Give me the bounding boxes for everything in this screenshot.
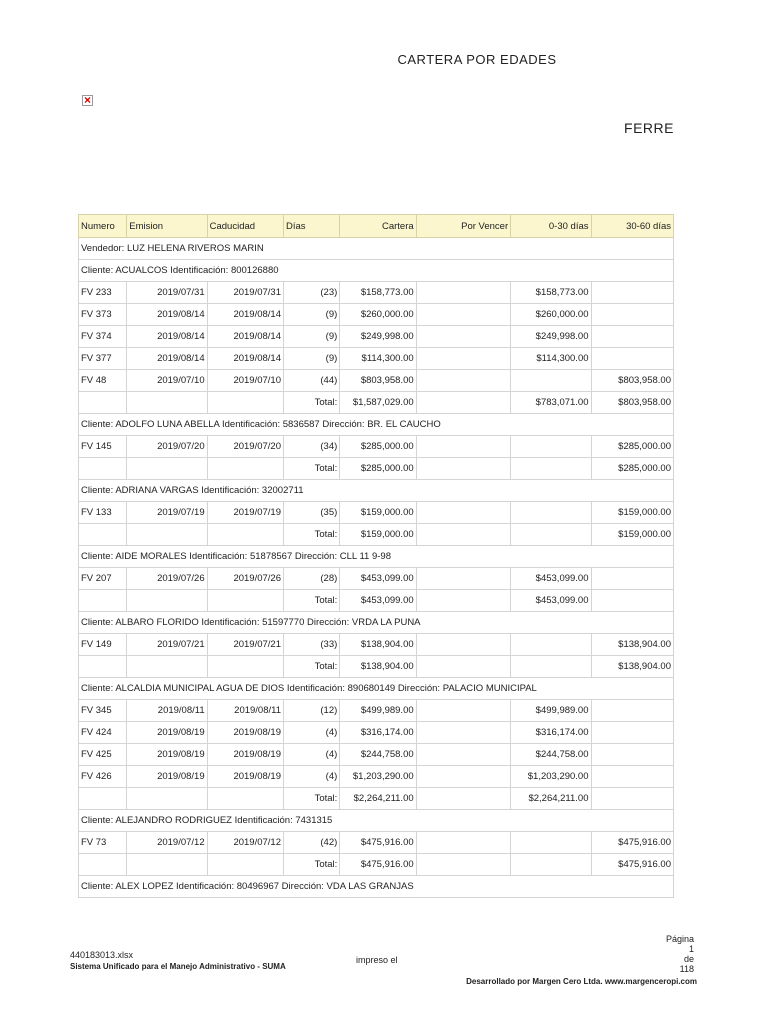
invoice-dias-cell: (9)	[284, 326, 340, 348]
empty-cell	[79, 854, 127, 876]
col-header-cartera: Cartera	[340, 215, 416, 238]
empty-cell	[127, 656, 207, 678]
client-header-row	[79, 810, 674, 832]
invoice-d0-30-cell	[511, 436, 591, 458]
invoice-d30-60-cell	[591, 766, 673, 788]
client-header: Cliente: ALCALDIA MUNICIPAL AGUA DE DIOS Identificación: 890680149 Dirección: PALACIO MUNICIPAL	[79, 678, 674, 700]
invoice-d30-60-cell	[591, 282, 673, 304]
invoice-emision-cell: 2019/07/26	[127, 568, 207, 590]
invoice-d30-60-cell: $159,000.00	[591, 502, 673, 524]
invoice-por-vencer-cell	[416, 502, 510, 524]
empty-cell	[127, 524, 207, 546]
invoice-emision-cell: 2019/08/19	[127, 766, 207, 788]
invoice-cartera-cell: $499,989.00	[340, 700, 416, 722]
empty-cell	[127, 458, 207, 480]
invoice-cartera-cell: $803,958.00	[340, 370, 416, 392]
total-d30-60-cell	[591, 590, 673, 612]
page-total: 118	[679, 964, 694, 974]
empty-cell	[207, 656, 283, 678]
invoice-emision-cell: 2019/07/20	[127, 436, 207, 458]
invoice-d0-30-cell: $260,000.00	[511, 304, 591, 326]
invoice-por-vencer-cell	[416, 348, 510, 370]
invoice-cartera-cell: $260,000.00	[340, 304, 416, 326]
empty-cell	[79, 392, 127, 414]
invoice-dias-cell: (4)	[284, 766, 340, 788]
footer-system-name: Sistema Unificado para el Manejo Administrativo - SUMA	[70, 962, 286, 971]
empty-cell	[79, 524, 127, 546]
empty-cell	[127, 854, 207, 876]
total-por-vencer-cell	[416, 788, 510, 810]
client-total-row	[79, 392, 674, 414]
invoice-d0-30-cell	[511, 634, 591, 656]
invoice-dias-cell: (28)	[284, 568, 340, 590]
col-header-caducidad: Caducidad	[207, 215, 283, 238]
invoice-numero-cell: FV 149	[79, 634, 127, 656]
invoice-d0-30-cell: $244,758.00	[511, 744, 591, 766]
footer-printed-label: impreso el	[356, 955, 398, 965]
invoice-caducidad-cell: 2019/07/20	[207, 436, 283, 458]
client-total-row	[79, 854, 674, 876]
total-d0-30-cell	[511, 458, 591, 480]
empty-cell	[207, 854, 283, 876]
client-header: Cliente: ACUALCOS Identificación: 800126880	[79, 260, 674, 282]
total-d0-30-cell	[511, 656, 591, 678]
invoice-emision-cell: 2019/08/11	[127, 700, 207, 722]
invoice-emision-cell: 2019/08/19	[127, 722, 207, 744]
invoice-emision-cell: 2019/07/19	[127, 502, 207, 524]
empty-cell	[207, 788, 283, 810]
total-d0-30-cell	[511, 854, 591, 876]
invoice-d30-60-cell: $138,904.00	[591, 634, 673, 656]
client-header: Cliente: ALEJANDRO RODRIGUEZ Identificación: 7431315	[79, 810, 674, 832]
invoice-d0-30-cell	[511, 832, 591, 854]
invoice-caducidad-cell: 2019/08/11	[207, 700, 283, 722]
empty-cell	[207, 458, 283, 480]
invoice-por-vencer-cell	[416, 326, 510, 348]
total-d30-60-cell: $285,000.00	[591, 458, 673, 480]
invoice-numero-cell: FV 133	[79, 502, 127, 524]
invoice-d0-30-cell: $249,998.00	[511, 326, 591, 348]
col-header-emision: Emision	[127, 215, 207, 238]
invoice-emision-cell: 2019/08/14	[127, 348, 207, 370]
invoice-dias-cell: (4)	[284, 744, 340, 766]
invoice-row	[79, 722, 674, 744]
invoice-cartera-cell: $159,000.00	[340, 502, 416, 524]
total-label: Total:	[284, 458, 340, 480]
invoice-row	[79, 700, 674, 722]
invoice-dias-cell: (33)	[284, 634, 340, 656]
total-cartera-cell: $159,000.00	[340, 524, 416, 546]
invoice-d30-60-cell	[591, 568, 673, 590]
invoice-d30-60-cell: $475,916.00	[591, 832, 673, 854]
col-header-numero: Numero	[79, 215, 127, 238]
invoice-cartera-cell: $158,773.00	[340, 282, 416, 304]
invoice-numero-cell: FV 73	[79, 832, 127, 854]
invoice-cartera-cell: $114,300.00	[340, 348, 416, 370]
empty-cell	[79, 788, 127, 810]
empty-cell	[207, 524, 283, 546]
invoice-d0-30-cell: $114,300.00	[511, 348, 591, 370]
invoice-d30-60-cell	[591, 304, 673, 326]
invoice-caducidad-cell: 2019/07/26	[207, 568, 283, 590]
total-label: Total:	[284, 524, 340, 546]
total-d30-60-cell: $159,000.00	[591, 524, 673, 546]
client-header: Cliente: ADOLFO LUNA ABELLA Identificación: 5836587 Dirección: BR. EL CAUCHO	[79, 414, 674, 436]
invoice-d30-60-cell	[591, 700, 673, 722]
invoice-d0-30-cell: $158,773.00	[511, 282, 591, 304]
total-d30-60-cell	[591, 788, 673, 810]
total-d30-60-cell: $138,904.00	[591, 656, 673, 678]
invoice-d0-30-cell: $453,099.00	[511, 568, 591, 590]
empty-cell	[207, 590, 283, 612]
invoice-por-vencer-cell	[416, 282, 510, 304]
total-por-vencer-cell	[416, 392, 510, 414]
invoice-caducidad-cell: 2019/08/19	[207, 722, 283, 744]
empty-cell	[79, 458, 127, 480]
total-label: Total:	[284, 656, 340, 678]
empty-cell	[127, 590, 207, 612]
invoice-por-vencer-cell	[416, 744, 510, 766]
company-name: FERRE	[624, 120, 674, 136]
invoice-caducidad-cell: 2019/07/21	[207, 634, 283, 656]
invoice-por-vencer-cell	[416, 568, 510, 590]
total-label: Total:	[284, 854, 340, 876]
invoice-d0-30-cell	[511, 370, 591, 392]
client-header: Cliente: ALEX LOPEZ Identificación: 80496967 Dirección: VDA LAS GRANJAS	[79, 876, 674, 898]
invoice-numero-cell: FV 145	[79, 436, 127, 458]
invoice-dias-cell: (35)	[284, 502, 340, 524]
total-d30-60-cell: $803,958.00	[591, 392, 673, 414]
page-of-label: de	[683, 954, 694, 964]
client-header-row	[79, 414, 674, 436]
invoice-dias-cell: (4)	[284, 722, 340, 744]
invoice-por-vencer-cell	[416, 370, 510, 392]
total-label: Total:	[284, 788, 340, 810]
client-total-row	[79, 458, 674, 480]
client-total-row	[79, 656, 674, 678]
total-cartera-cell: $285,000.00	[340, 458, 416, 480]
invoice-dias-cell: (42)	[284, 832, 340, 854]
total-label: Total:	[284, 590, 340, 612]
total-d30-60-cell: $475,916.00	[591, 854, 673, 876]
invoice-cartera-cell: $453,099.00	[340, 568, 416, 590]
invoice-por-vencer-cell	[416, 722, 510, 744]
invoice-dias-cell: (9)	[284, 348, 340, 370]
total-por-vencer-cell	[416, 854, 510, 876]
footer-file-name: 440183013.xlsx	[70, 950, 134, 960]
total-d0-30-cell	[511, 524, 591, 546]
total-cartera-cell: $2,264,211.00	[340, 788, 416, 810]
total-por-vencer-cell	[416, 458, 510, 480]
client-header-row	[79, 480, 674, 502]
invoice-numero-cell: FV 377	[79, 348, 127, 370]
invoice-por-vencer-cell	[416, 436, 510, 458]
invoice-row	[79, 304, 674, 326]
invoice-caducidad-cell: 2019/07/31	[207, 282, 283, 304]
page-number: 1	[688, 944, 694, 954]
invoice-d30-60-cell	[591, 744, 673, 766]
client-header: Cliente: ALBARO FLORIDO Identificación: 51597770 Dirección: VRDA LA PUNA	[79, 612, 674, 634]
invoice-numero-cell: FV 426	[79, 766, 127, 788]
invoice-caducidad-cell: 2019/08/14	[207, 304, 283, 326]
invoice-d0-30-cell: $1,203,290.00	[511, 766, 591, 788]
invoice-por-vencer-cell	[416, 304, 510, 326]
invoice-numero-cell: FV 48	[79, 370, 127, 392]
client-header-row	[79, 612, 674, 634]
empty-cell	[127, 392, 207, 414]
invoice-numero-cell: FV 374	[79, 326, 127, 348]
vendor-row	[79, 238, 674, 260]
invoice-row	[79, 502, 674, 524]
invoice-row	[79, 766, 674, 788]
invoice-por-vencer-cell	[416, 700, 510, 722]
invoice-caducidad-cell: 2019/08/19	[207, 744, 283, 766]
client-header: Cliente: AIDE MORALES Identificación: 51878567 Dirección: CLL 11 9-98	[79, 546, 674, 568]
invoice-dias-cell: (44)	[284, 370, 340, 392]
invoice-cartera-cell: $249,998.00	[340, 326, 416, 348]
invoice-d0-30-cell: $316,174.00	[511, 722, 591, 744]
table-header-row	[79, 215, 674, 238]
invoice-cartera-cell: $285,000.00	[340, 436, 416, 458]
col-header-por-vencer: Por Vencer	[416, 215, 510, 238]
invoice-dias-cell: (9)	[284, 304, 340, 326]
total-d0-30-cell: $2,264,211.00	[511, 788, 591, 810]
invoice-d0-30-cell: $499,989.00	[511, 700, 591, 722]
invoice-por-vencer-cell	[416, 634, 510, 656]
invoice-emision-cell: 2019/07/12	[127, 832, 207, 854]
invoice-row	[79, 744, 674, 766]
client-header-row	[79, 546, 674, 568]
client-header-row	[79, 876, 674, 898]
report-title: CARTERA POR EDADES	[397, 52, 557, 67]
total-cartera-cell: $453,099.00	[340, 590, 416, 612]
invoice-d0-30-cell	[511, 502, 591, 524]
invoice-cartera-cell: $244,758.00	[340, 744, 416, 766]
total-cartera-cell: $138,904.00	[340, 656, 416, 678]
empty-cell	[79, 656, 127, 678]
invoice-emision-cell: 2019/07/21	[127, 634, 207, 656]
invoice-d30-60-cell: $803,958.00	[591, 370, 673, 392]
invoice-row	[79, 282, 674, 304]
vendor-line: Vendedor: LUZ HELENA RIVEROS MARIN	[79, 238, 674, 260]
invoice-row	[79, 348, 674, 370]
client-total-row	[79, 524, 674, 546]
invoice-numero-cell: FV 233	[79, 282, 127, 304]
footer-developer: Desarrollado por Margen Cero Ltda. www.margenceropi.com	[466, 977, 697, 986]
total-d0-30-cell: $783,071.00	[511, 392, 591, 414]
broken-image-icon	[82, 95, 93, 106]
invoice-dias-cell: (12)	[284, 700, 340, 722]
invoice-numero-cell: FV 345	[79, 700, 127, 722]
invoice-row	[79, 568, 674, 590]
aging-report-table	[78, 214, 674, 898]
invoice-emision-cell: 2019/08/14	[127, 326, 207, 348]
invoice-emision-cell: 2019/08/14	[127, 304, 207, 326]
invoice-emision-cell: 2019/07/31	[127, 282, 207, 304]
invoice-d30-60-cell: $285,000.00	[591, 436, 673, 458]
col-header-dias: Días	[284, 215, 340, 238]
client-header: Cliente: ADRIANA VARGAS Identificación: 32002711	[79, 480, 674, 502]
report-body	[79, 238, 674, 898]
invoice-por-vencer-cell	[416, 832, 510, 854]
invoice-caducidad-cell: 2019/07/10	[207, 370, 283, 392]
invoice-caducidad-cell: 2019/08/14	[207, 348, 283, 370]
total-por-vencer-cell	[416, 524, 510, 546]
total-label: Total:	[284, 392, 340, 414]
empty-cell	[127, 788, 207, 810]
invoice-emision-cell: 2019/07/10	[127, 370, 207, 392]
total-d0-30-cell: $453,099.00	[511, 590, 591, 612]
invoice-cartera-cell: $316,174.00	[340, 722, 416, 744]
invoice-d30-60-cell	[591, 722, 673, 744]
col-header-30-60: 30-60 días	[591, 215, 673, 238]
total-por-vencer-cell	[416, 656, 510, 678]
client-header-row	[79, 260, 674, 282]
invoice-por-vencer-cell	[416, 766, 510, 788]
invoice-numero-cell: FV 424	[79, 722, 127, 744]
invoice-dias-cell: (34)	[284, 436, 340, 458]
invoice-d30-60-cell	[591, 348, 673, 370]
invoice-numero-cell: FV 373	[79, 304, 127, 326]
invoice-cartera-cell: $475,916.00	[340, 832, 416, 854]
empty-cell	[79, 590, 127, 612]
client-total-row	[79, 788, 674, 810]
page-label: Página	[665, 934, 694, 944]
invoice-row	[79, 832, 674, 854]
invoice-caducidad-cell: 2019/07/19	[207, 502, 283, 524]
footer-pagination	[666, 934, 694, 974]
invoice-caducidad-cell: 2019/07/12	[207, 832, 283, 854]
col-header-0-30: 0-30 días	[511, 215, 591, 238]
invoice-caducidad-cell: 2019/08/14	[207, 326, 283, 348]
invoice-emision-cell: 2019/08/19	[127, 744, 207, 766]
client-total-row	[79, 590, 674, 612]
total-por-vencer-cell	[416, 590, 510, 612]
empty-cell	[207, 392, 283, 414]
invoice-cartera-cell: $1,203,290.00	[340, 766, 416, 788]
total-cartera-cell: $1,587,029.00	[340, 392, 416, 414]
invoice-dias-cell: (23)	[284, 282, 340, 304]
invoice-row	[79, 370, 674, 392]
invoice-numero-cell: FV 425	[79, 744, 127, 766]
invoice-d30-60-cell	[591, 326, 673, 348]
total-cartera-cell: $475,916.00	[340, 854, 416, 876]
client-header-row	[79, 678, 674, 700]
invoice-row	[79, 634, 674, 656]
invoice-numero-cell: FV 207	[79, 568, 127, 590]
invoice-cartera-cell: $138,904.00	[340, 634, 416, 656]
invoice-caducidad-cell: 2019/08/19	[207, 766, 283, 788]
invoice-row	[79, 326, 674, 348]
invoice-row	[79, 436, 674, 458]
